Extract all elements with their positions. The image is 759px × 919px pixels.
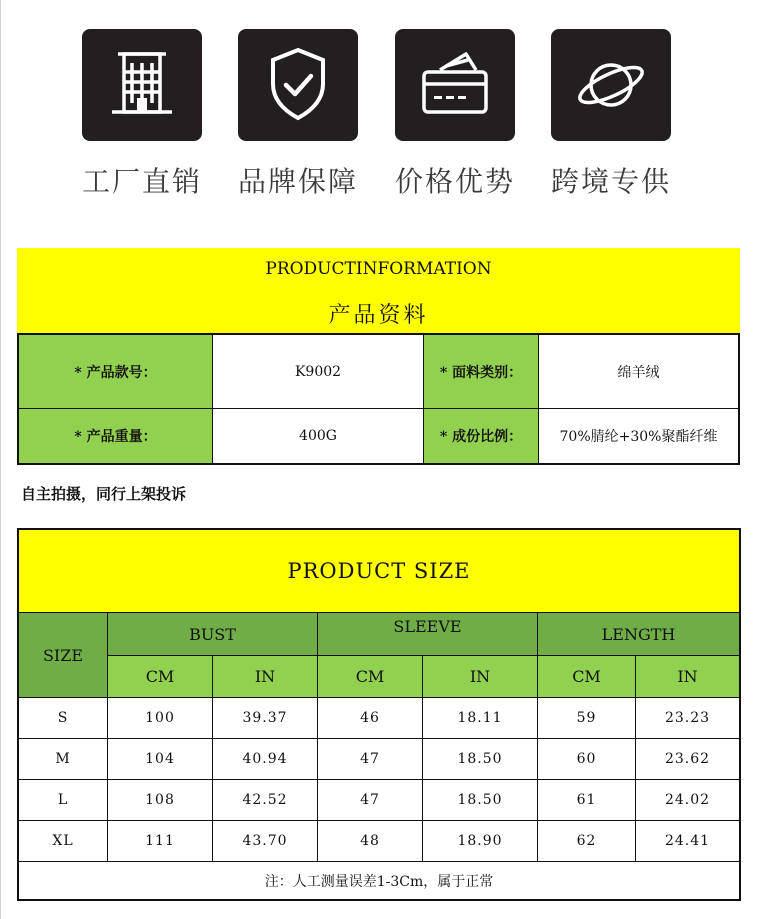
table-cell: 108 [108, 780, 213, 821]
sleeve-group-header: SLEEVE [318, 613, 538, 656]
unit-header: CM [318, 656, 423, 698]
table-cell: 61 [538, 780, 636, 821]
shield-check-icon [253, 40, 343, 130]
unit-header: IN [213, 656, 318, 698]
feature-tile [551, 29, 671, 141]
size-label: XL [19, 821, 108, 862]
info-value-style-no: K9002 [213, 335, 424, 409]
table-cell: 46 [318, 698, 423, 739]
unit-header: CM [538, 656, 636, 698]
left-edge-rule [0, 0, 1, 919]
unit-header: IN [423, 656, 538, 698]
table-cell: 48 [318, 821, 423, 862]
feature-brand-guarantee [237, 29, 359, 200]
size-label: S [19, 698, 108, 739]
info-label-weight: * 产品重量： [19, 409, 213, 463]
table-cell: 111 [108, 821, 213, 862]
size-label: M [19, 739, 108, 780]
product-info-header [17, 248, 740, 334]
table-cell: 18.11 [423, 698, 538, 739]
table-cell: 23.23 [636, 698, 739, 739]
table-cell: 62 [538, 821, 636, 862]
feature-caption: 工厂直销 [81, 165, 202, 198]
table-cell: 60 [538, 739, 636, 780]
table-cell: 59 [538, 698, 636, 739]
feature-tile [82, 29, 202, 141]
table-cell: 39.37 [213, 698, 318, 739]
factory-building-icon [97, 40, 187, 130]
feature-tile [395, 29, 515, 141]
feature-caption: 价格优势 [394, 165, 515, 198]
copyright-notice: 自主拍摄，同行上架投诉 [21, 485, 187, 503]
size-table [17, 528, 741, 901]
feature-factory-direct [81, 29, 203, 200]
unit-header: CM [108, 656, 213, 698]
table-cell: 40.94 [213, 739, 318, 780]
info-label-fabric: * 面料类别： [424, 335, 539, 409]
size-table-title: PRODUCT SIZE [19, 530, 739, 613]
info-label-style-no: * 产品款号： [19, 335, 213, 409]
info-value-weight: 400G [213, 409, 424, 463]
product-info-table [17, 333, 740, 465]
product-info-title-en: PRODUCTINFORMATION [265, 259, 492, 279]
table-cell: 47 [318, 739, 423, 780]
size-label: L [19, 780, 108, 821]
table-cell: 24.02 [636, 780, 739, 821]
feature-caption: 跨境专供 [550, 165, 671, 198]
table-cell: 24.41 [636, 821, 739, 862]
feature-caption: 品牌保障 [237, 165, 358, 198]
table-cell: 23.62 [636, 739, 739, 780]
info-label-composition: * 成份比例： [424, 409, 539, 463]
planet-icon [566, 40, 656, 130]
info-value-fabric: 绵羊绒 [539, 335, 738, 409]
table-cell: 47 [318, 780, 423, 821]
bust-group-header: BUST [108, 613, 318, 656]
table-cell: 42.52 [213, 780, 318, 821]
table-cell: 104 [108, 739, 213, 780]
measurement-footnote: 注：人工测量误差1-3Cm，属于正常 [264, 873, 494, 890]
feature-tile [238, 29, 358, 141]
feature-cross-border [550, 29, 672, 200]
unit-header: IN [636, 656, 739, 698]
size-column-header: SIZE [19, 613, 108, 698]
product-info-title-cn: 产品资料 [328, 303, 429, 328]
table-cell: 18.90 [423, 821, 538, 862]
credit-card-icon [410, 40, 500, 130]
table-cell: 100 [108, 698, 213, 739]
table-cell: 18.50 [423, 739, 538, 780]
table-cell: 18.50 [423, 780, 538, 821]
length-group-header: LENGTH [538, 613, 739, 656]
info-value-composition: 70%腈纶+30%聚酯纤维 [539, 409, 738, 463]
feature-price-advantage [394, 29, 516, 200]
table-cell: 43.70 [213, 821, 318, 862]
